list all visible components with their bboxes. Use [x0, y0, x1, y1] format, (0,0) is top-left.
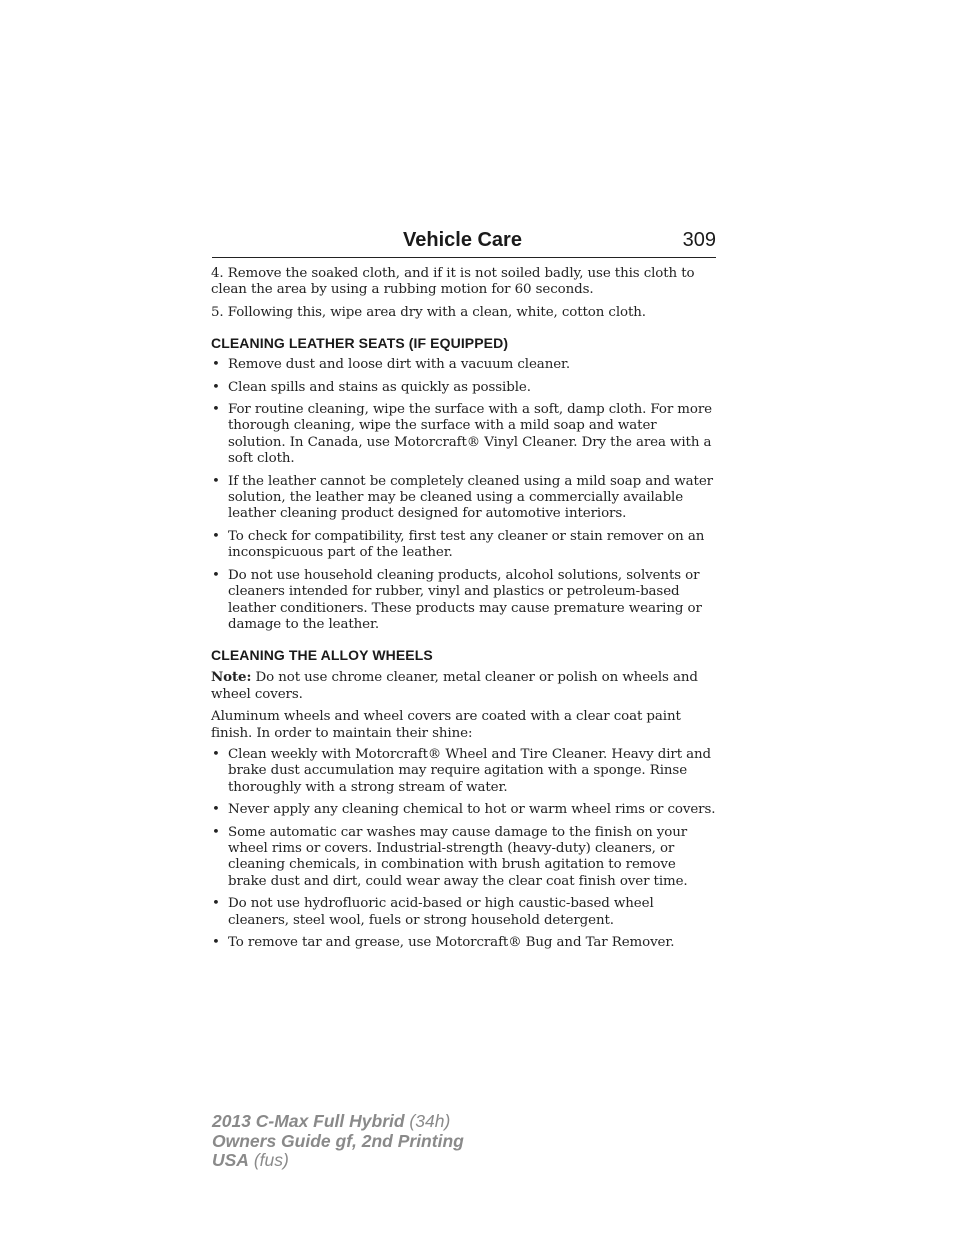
- list-item: [211, 935, 716, 951]
- list-item-text: Remove dust and loose dirt with a vacuum cleaner.: [228, 357, 571, 373]
- step-paragraph: 5. Following this, wipe area dry with a clean, white, cotton cloth.: [211, 304, 646, 320]
- page-number: 309: [682, 229, 716, 251]
- note-paragraph: [211, 669, 716, 703]
- list-item-text: If the leather cannot be completely cleaned using a mild soap and water solution, the leather may be cleaned using a commercially available leather cleaning product designed for automotive interiors.: [228, 473, 713, 522]
- list-item: [211, 568, 716, 634]
- footer-line-model: [212, 1112, 464, 1132]
- list-item: [211, 825, 716, 891]
- bullet-icon: •: [212, 379, 220, 395]
- section-title: Vehicle Care: [403, 229, 522, 251]
- footer-guide: Owners Guide gf, 2nd Printing: [212, 1130, 464, 1151]
- list-item-text: For routine cleaning, wipe the surface with a soft, damp cloth. For more thorough cleaning, wipe the surface with a mild soap and water solution. In Canada, use Motorcraft® Vinyl Cleaner. Dry the area with a soft cloth.: [228, 402, 712, 467]
- list-item-text: Clean weekly with Motorcraft® Wheel and Tire Cleaner. Heavy dirt and brake dust accumulation may require agitation with a sponge. Rinse thoroughly with a strong stream of water.: [228, 746, 712, 795]
- list-item-text: To check for compatibility, first test any cleaner or stain remover on an inconspicuous part of the leather.: [228, 528, 705, 561]
- list-item: [211, 357, 716, 373]
- bullet-icon: •: [212, 896, 220, 912]
- list-item-text: Do not use hydrofluoric acid-based or high caustic-based wheel cleaners, steel wool, fuels or strong household detergent.: [228, 896, 654, 928]
- list-item-text: To remove tar and grease, use Motorcraft® Bug and Tar Remover.: [228, 935, 675, 950]
- bullet-icon: •: [212, 528, 220, 544]
- bullet-icon: •: [212, 746, 220, 762]
- bullet-icon: •: [212, 567, 220, 583]
- footer-line-guide: [212, 1132, 464, 1152]
- footer-line-market: [212, 1151, 464, 1171]
- note-text: Do not use chrome cleaner, metal cleaner or polish on wheels and wheel covers.: [211, 670, 698, 702]
- page: [211, 228, 716, 957]
- footer-model-code: (34h): [404, 1111, 451, 1131]
- footer-model: 2013 C-Max Full Hybrid: [212, 1111, 405, 1131]
- footer-market: USA: [212, 1150, 249, 1170]
- bullet-icon: •: [212, 935, 220, 950]
- page-header: [212, 228, 716, 258]
- wheels-intro: Aluminum wheels and wheel covers are coated with a clear coat paint finish. In order to maintain their shine:: [211, 709, 681, 741]
- page-footer: [212, 1112, 464, 1171]
- bullet-icon: •: [212, 802, 220, 818]
- list-item-text: Never apply any cleaning chemical to hot or warm wheel rims or covers.: [228, 802, 716, 818]
- note-label: Note:: [211, 669, 252, 686]
- list-item: [211, 802, 716, 818]
- list-item: [211, 380, 716, 396]
- wheels-list: [211, 747, 716, 951]
- leather-heading: CLEANING LEATHER SEATS (IF EQUIPPED): [211, 335, 509, 352]
- bullet-icon: •: [212, 357, 220, 373]
- bullet-icon: •: [212, 473, 220, 489]
- footer-market-code: (fus): [248, 1150, 289, 1170]
- list-item-text: Clean spills and stains as quickly as possible.: [228, 379, 531, 395]
- list-item: [211, 402, 716, 468]
- list-item: [211, 896, 716, 929]
- bullet-icon: •: [212, 824, 220, 840]
- bullet-icon: •: [212, 402, 220, 418]
- list-item: [211, 529, 716, 562]
- list-item-text: Some automatic car washes may cause damage to the finish on your wheel rims or covers. Industrial-strength (heavy-duty) cleaners, or cleaning chemicals, in combination with brush agitation to remove brake dust and dirt, could wear away the clear coat finish over time.: [228, 824, 688, 889]
- list-item: [211, 747, 716, 796]
- page-content: [211, 266, 716, 951]
- list-item-text: Do not use household cleaning products, alcohol solutions, solvents or cleaners intended for rubber, vinyl and plastics or petroleum-based leather conditioners. These products may cause premature wearing or damage to the leather.: [228, 567, 702, 632]
- leather-list: [211, 357, 716, 633]
- wheels-heading: CLEANING THE ALLOY WHEELS: [211, 647, 433, 664]
- step-paragraph: 4. Remove the soaked cloth, and if it is not soiled badly, use this cloth to clean the area by using a rubbing motion for 60 seconds.: [211, 266, 695, 298]
- list-item: [211, 474, 716, 523]
